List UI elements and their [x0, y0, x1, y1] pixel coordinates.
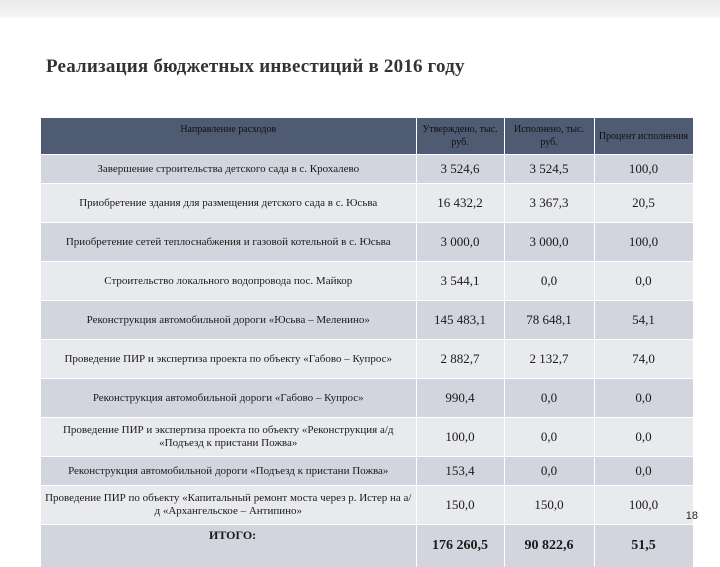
row-percent: 74,0	[594, 340, 693, 379]
row-executed: 3 524,5	[504, 155, 594, 184]
table-row	[41, 155, 693, 184]
table-total-row	[41, 525, 693, 567]
total-executed: 90 822,6	[504, 525, 594, 567]
table-row	[41, 486, 693, 525]
row-executed: 0,0	[504, 418, 594, 457]
row-executed: 3 000,0	[504, 223, 594, 262]
row-executed: 0,0	[504, 457, 594, 486]
row-name: Проведение ПИР и экспертиза проекта по объекту «Реконструкция а/д «Подъезд к пристани Пожва»	[41, 418, 416, 457]
header-percent: Процент исполнения	[594, 118, 693, 155]
row-executed: 0,0	[504, 379, 594, 418]
row-percent: 0,0	[594, 379, 693, 418]
total-label: ИТОГО:	[41, 525, 416, 567]
row-name: Приобретение сетей теплоснабжения и газовой котельной в с. Юсьва	[41, 223, 416, 262]
row-percent: 54,1	[594, 301, 693, 340]
table-row	[41, 262, 693, 301]
row-approved: 2 882,7	[416, 340, 504, 379]
header-executed: Исполнено, тыс. руб.	[504, 118, 594, 155]
row-name: Реконструкция автомобильной дороги «Габово – Купрос»	[41, 379, 416, 418]
table-row	[41, 379, 693, 418]
header-direction: Направление расходов	[41, 118, 416, 155]
header-approved: Утверждено, тыс. руб.	[416, 118, 504, 155]
row-percent: 0,0	[594, 262, 693, 301]
row-name: Проведение ПИР по объекту «Капитальный ремонт моста через р. Истер на а/д «Архангельское – Антипино»	[41, 486, 416, 525]
table-row	[41, 301, 693, 340]
row-name: Реконструкция автомобильной дороги «Юсьва – Меленино»	[41, 301, 416, 340]
row-name: Проведение ПИР и экспертиза проекта по объекту «Габово – Купрос»	[41, 340, 416, 379]
slide-top-bar	[0, 0, 720, 18]
table-row	[41, 340, 693, 379]
row-approved: 16 432,2	[416, 184, 504, 223]
row-name: Реконструкция автомобильной дороги «Подъезд к пристани Пожва»	[41, 457, 416, 486]
row-name: Строительство локального водопровода пос. Майкор	[41, 262, 416, 301]
row-approved: 100,0	[416, 418, 504, 457]
row-percent: 0,0	[594, 418, 693, 457]
row-percent: 20,5	[594, 184, 693, 223]
row-approved: 150,0	[416, 486, 504, 525]
row-executed: 78 648,1	[504, 301, 594, 340]
row-executed: 3 367,3	[504, 184, 594, 223]
row-approved: 3 524,6	[416, 155, 504, 184]
table-row	[41, 223, 693, 262]
row-approved: 145 483,1	[416, 301, 504, 340]
slide-title: Реализация бюджетных инвестиций в 2016 году	[46, 56, 465, 78]
table-row	[41, 184, 693, 223]
row-executed: 0,0	[504, 262, 594, 301]
row-approved: 990,4	[416, 379, 504, 418]
table-row	[41, 418, 693, 457]
table-row	[41, 457, 693, 486]
row-percent: 100,0	[594, 223, 693, 262]
table-header-row	[41, 118, 693, 155]
row-percent: 100,0	[594, 486, 693, 525]
row-name: Завершение строительства детского сада в с. Крохалево	[41, 155, 416, 184]
row-approved: 153,4	[416, 457, 504, 486]
total-percent: 51,5	[594, 525, 693, 567]
row-executed: 2 132,7	[504, 340, 594, 379]
row-executed: 150,0	[504, 486, 594, 525]
page-number: 18	[686, 510, 698, 522]
total-approved: 176 260,5	[416, 525, 504, 567]
row-approved: 3 544,1	[416, 262, 504, 301]
row-percent: 0,0	[594, 457, 693, 486]
row-approved: 3 000,0	[416, 223, 504, 262]
row-percent: 100,0	[594, 155, 693, 184]
row-name: Приобретение здания для размещения детского сада в с. Юсьва	[41, 184, 416, 223]
budget-investments-table	[41, 118, 694, 567]
